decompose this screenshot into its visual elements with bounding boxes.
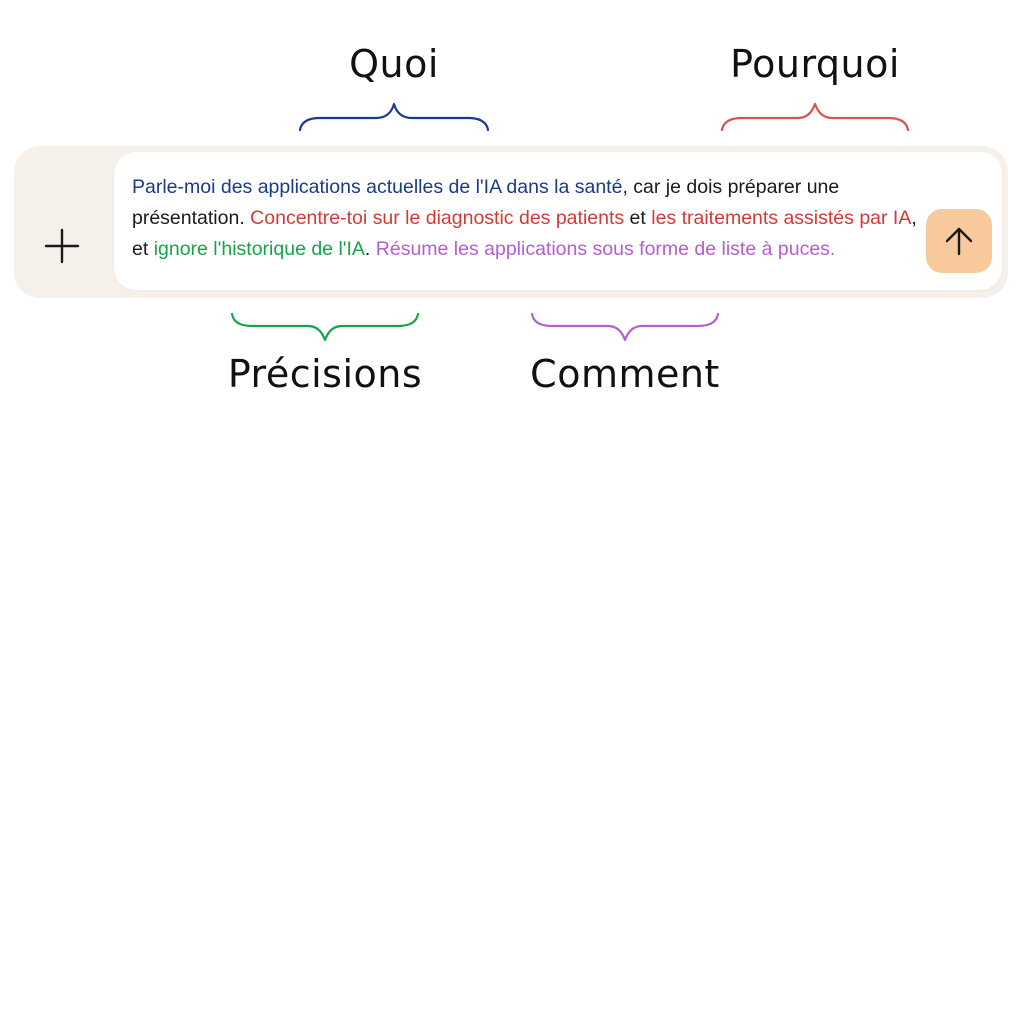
add-attachment-button[interactable]	[42, 226, 82, 266]
brace-pourquoi	[720, 98, 910, 134]
send-button[interactable]	[926, 209, 992, 273]
prompt-composer	[14, 146, 1008, 298]
prompt-segment-comment: Résume les applications sous forme de liste à puces	[375, 238, 830, 260]
prompt-segment-connector: et	[624, 207, 652, 229]
brace-comment	[530, 310, 720, 346]
prompt-segment-context: , car je dois préparer une présentation.	[132, 176, 840, 229]
prompt-text[interactable]	[132, 172, 930, 265]
label-comment: Comment	[530, 352, 720, 396]
label-pourquoi: Pourquoi	[730, 42, 900, 86]
prompt-segment-pourquoi-2: les traitements assistés par IA	[651, 207, 912, 229]
prompt-segment-precisions: ignore l'historique de l'IA	[153, 238, 365, 260]
plus-icon	[42, 226, 82, 266]
prompt-segment-end: .	[829, 238, 836, 260]
brace-precisions	[230, 310, 420, 346]
prompt-segment-connector: .	[364, 238, 376, 260]
brace-quoi	[298, 98, 490, 134]
prompt-segment-pourquoi-1: Concentre-toi sur le diagnostic des patients	[250, 207, 625, 229]
arrow-up-icon	[942, 224, 976, 258]
prompt-segment-connector: , et	[132, 207, 917, 260]
label-quoi: Quoi	[349, 42, 439, 86]
prompt-segment-quoi: Parle-moi des applications actuelles de l'IA dans la santé	[132, 176, 623, 198]
prompt-input[interactable]	[114, 152, 1002, 290]
label-precisions: Précisions	[227, 352, 423, 396]
